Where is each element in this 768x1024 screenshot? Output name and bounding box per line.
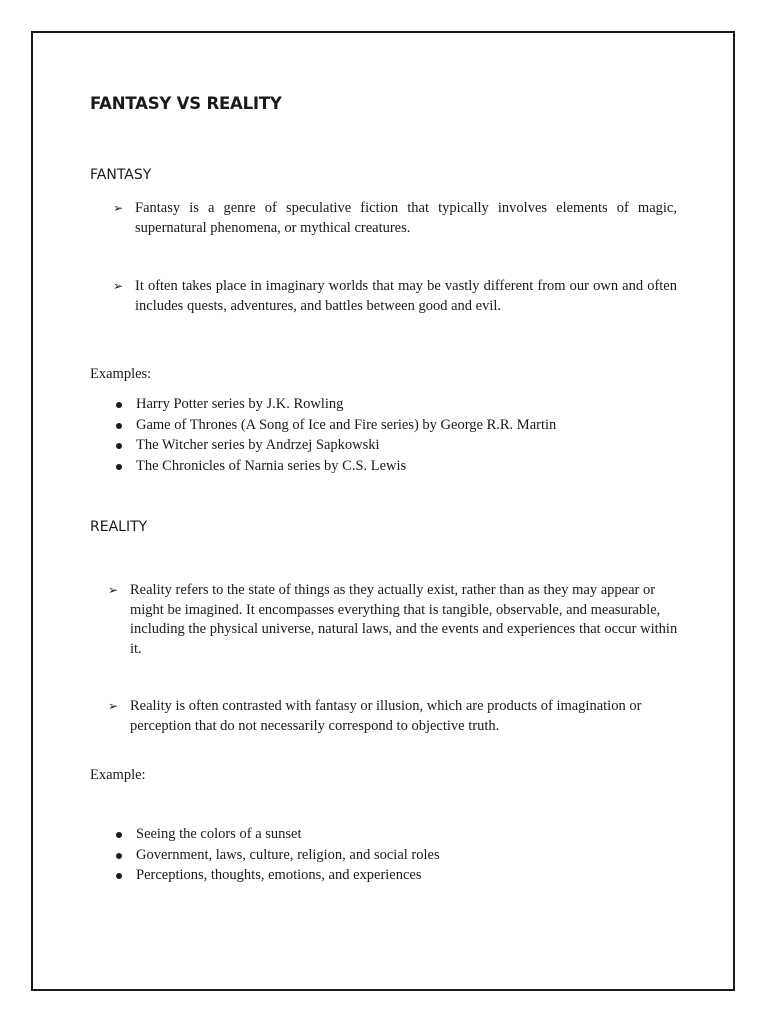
list-item: Game of Thrones (A Song of Ice and Fire series) by George R.R. Martin (112, 416, 556, 437)
page-title: FANTASY VS REALITY (90, 94, 282, 113)
arrow-bullet-icon: ➢ (113, 279, 124, 293)
reality-point (108, 581, 678, 659)
list-item: Perceptions, thoughts, emotions, and experiences (112, 866, 440, 887)
fantasy-point-text: It often takes place in imaginary worlds that may be vastly different from our own and often includes quests, adventures, and battles between good and evil. (135, 278, 677, 314)
fantasy-examples-label: Examples: (90, 366, 152, 382)
fantasy-examples-list (112, 395, 556, 477)
list-item: The Witcher series by Andrzej Sapkowski (112, 436, 556, 457)
arrow-bullet-icon: ➢ (108, 583, 119, 597)
fantasy-point (113, 277, 677, 316)
bullet-dot-icon (116, 464, 122, 470)
reality-examples-list (112, 825, 440, 887)
list-item: Harry Potter series by J.K. Rowling (112, 395, 556, 416)
list-item: The Chronicles of Narnia series by C.S. Lewis (112, 457, 556, 478)
bullet-dot-icon (116, 402, 122, 408)
arrow-bullet-icon: ➢ (108, 699, 119, 713)
bullet-dot-icon (116, 423, 122, 429)
list-item: Seeing the colors of a sunset (112, 825, 440, 846)
reality-point-text: Reality refers to the state of things as they actually exist, rather than as they may appear or might be imagined. It encompasses everything that is tangible, observable, and measurable, including the physical universe, natural laws, and the events and experiences that occur within it. (130, 582, 678, 657)
arrow-bullet-icon: ➢ (113, 201, 124, 215)
bullet-dot-icon (116, 853, 122, 859)
fantasy-point-text: Fantasy is a genre of speculative fiction that typically involves elements of magic, supernatural phenomena, or mythical creatures. (135, 200, 677, 236)
fantasy-point (113, 199, 677, 238)
reality-example-label: Example: (90, 767, 146, 783)
reality-point (108, 697, 678, 736)
bullet-dot-icon (116, 832, 122, 838)
fantasy-heading: FANTASY (90, 167, 152, 183)
bullet-dot-icon (116, 873, 122, 879)
list-item: Government, laws, culture, religion, and social roles (112, 846, 440, 867)
reality-heading: REALITY (90, 519, 148, 535)
bullet-dot-icon (116, 443, 122, 449)
reality-point-text: Reality is often contrasted with fantasy or illusion, which are products of imagination or perception that do not necessarily correspond to objective truth. (130, 698, 642, 734)
